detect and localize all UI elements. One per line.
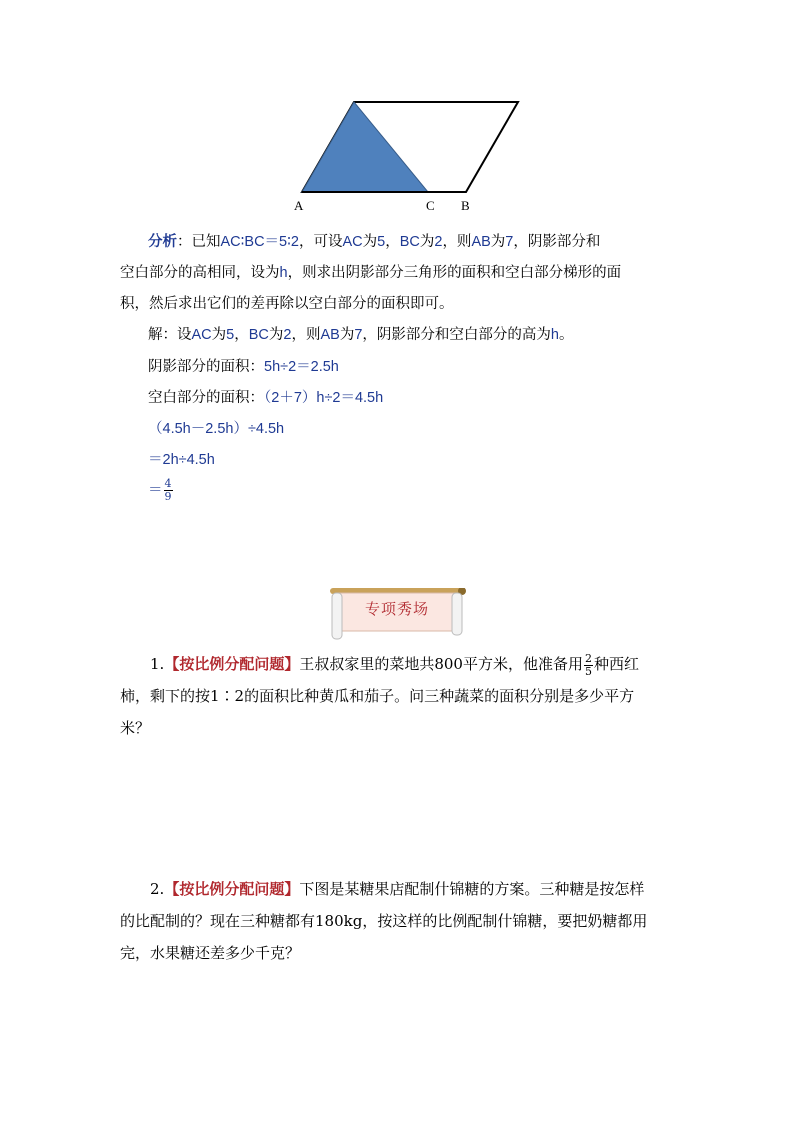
question-1-tag: 【按比例分配问题】 — [164, 655, 300, 673]
point-a-label: A — [294, 198, 304, 213]
solution-step-3: ＝ $\frac{4}{9}$ — [148, 477, 172, 503]
analysis-line-2: 空白部分的高相同，设为h，则求出阴影部分三角形的面积和空白部分梯形的面 — [120, 265, 622, 281]
shaded-triangle — [302, 102, 428, 192]
analysis-line-1: 分析：已知AC∶BC＝5∶2，可设AC为5，BC为2，则AB为7，阴影部分和 — [148, 233, 601, 250]
parallelogram-figure — [290, 96, 530, 218]
solution-line-1: 解：设AC为5，BC为2，则AB为7，阴影部分和空白部分的高为h。 — [148, 327, 574, 343]
question-1: 1.【按比例分配问题】王叔叔家里的菜地共800平方米，他准备用 $\frac{2}{5}$ 种西红 柿，剩下的按1∶2的面积比种黄瓜和茄子。问三种蔬菜的面积分别是多少平方 米？ — [120, 651, 640, 737]
answer-fraction: $\frac{4}{9}$ — [164, 477, 172, 503]
question-1-fraction: $\frac{2}{5}$ — [585, 651, 592, 678]
analysis-label: 分析 — [148, 233, 177, 250]
analysis-line-3: 积，然后求出它们的差再除以空白部分的面积即可。 — [120, 296, 454, 312]
section-banner — [326, 588, 468, 642]
banner-title: 专项秀场 — [364, 600, 429, 618]
point-c-label: C — [426, 198, 435, 213]
solution-step-2: ＝2h÷4.5h — [148, 452, 215, 468]
shaded-area-line: 阴影部分的面积：5h÷2＝2.5h — [148, 359, 339, 375]
question-2-tag: 【按比例分配问题】 — [164, 880, 300, 898]
point-b-label: B — [461, 198, 470, 213]
question-2: 2.【按比例分配问题】下图是某糖果店配制什锦糖的方案。三种糖是按怎样 的比配制的？现在三种糖都有180kg，按这样的比例配制什锦糖，要把奶糖都用 完，水果糖还差多少千克？ — [120, 880, 648, 962]
solution-step-1: （4.5h－2.5h）÷4.5h — [148, 421, 285, 437]
blank-area-line: 空白部分的面积：（2＋7）h÷2＝4.5h — [148, 390, 384, 406]
